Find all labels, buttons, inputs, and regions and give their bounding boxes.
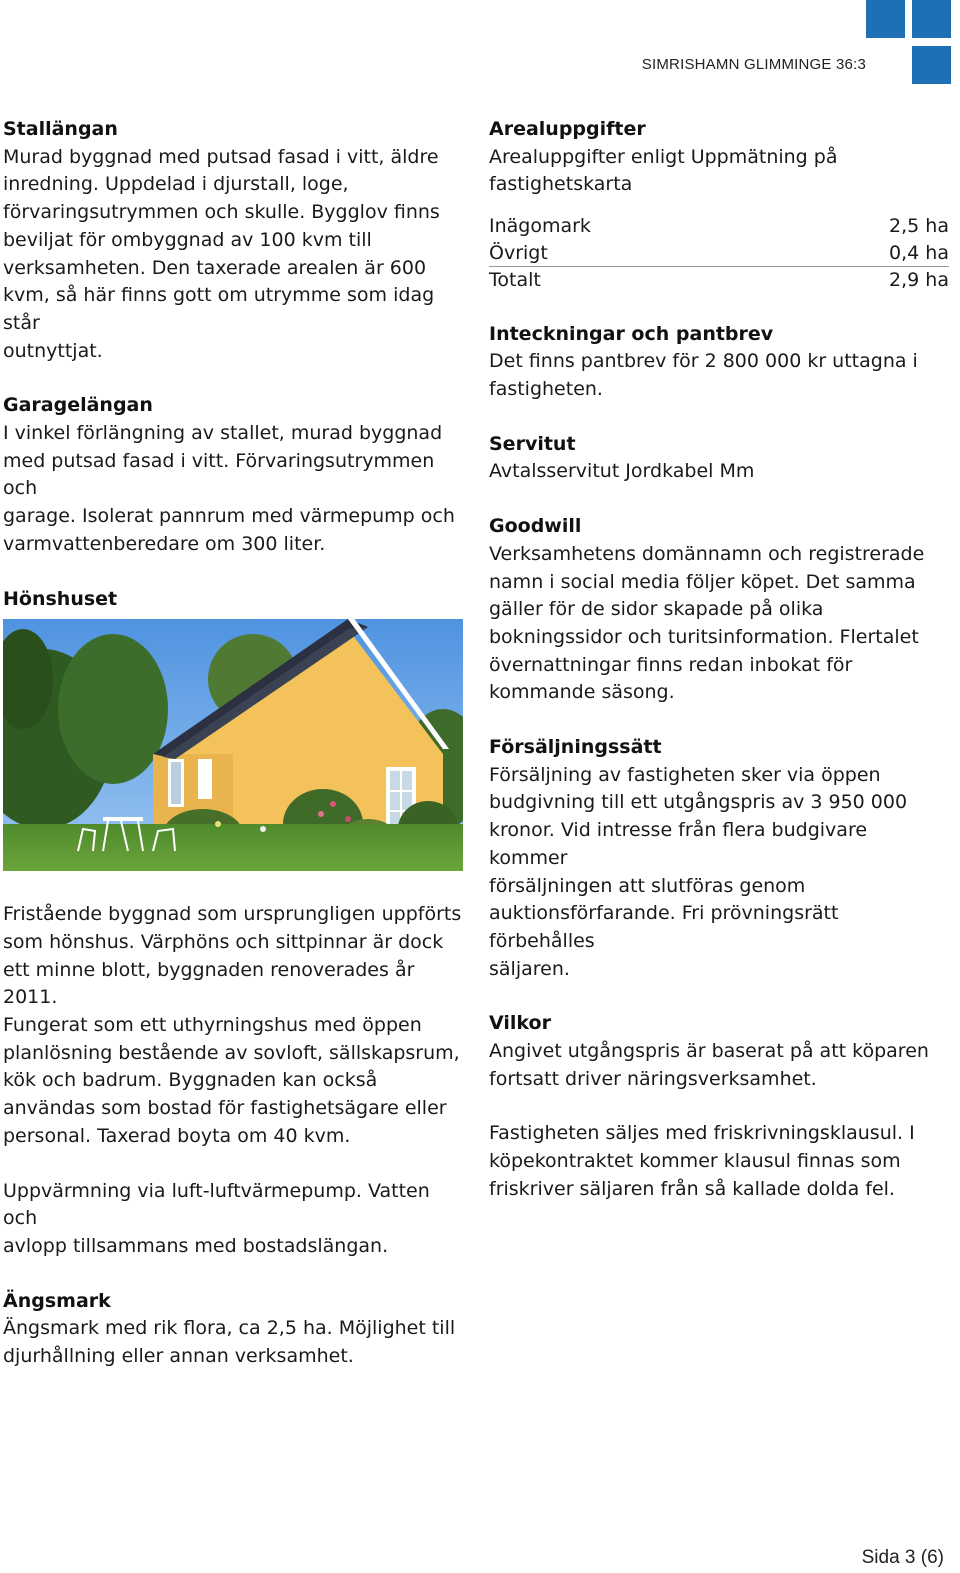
body-line: beviljat för ombyggnad av 100 kvm till	[3, 228, 372, 251]
section-forsaljningssatt	[489, 734, 949, 983]
honshuset-photo	[3, 619, 463, 871]
body-line: varmvattenberedare om 300 liter.	[3, 532, 326, 555]
section-heading: Goodwill	[489, 515, 582, 538]
section-honshuset	[3, 586, 463, 1261]
body-line: avlopp tillsammans med bostadslängan.	[3, 1234, 389, 1257]
body-line: namn i social media följer köpet. Det samma	[489, 570, 916, 593]
page-number: Sida 3 (6)	[861, 1547, 944, 1568]
body-line: försäljningen att slutföras genom	[489, 874, 806, 897]
body-line: Uppvärmning via luft-luftvärmepump. Vatten och	[3, 1179, 430, 1230]
body-line: kronor. Vid intresse från flera budgivare kommer	[489, 819, 868, 869]
area-value: 2,9 ha	[889, 269, 949, 292]
section-heading: Servitut	[489, 432, 576, 455]
section-heading: Stallängan	[3, 118, 118, 140]
section-heading: Inteckningar och pantbrev	[489, 322, 774, 345]
right-column	[489, 116, 949, 1231]
area-row	[489, 240, 949, 268]
area-table	[489, 213, 949, 294]
section-vilkor	[489, 1010, 949, 1203]
body-line: kommande säsong.	[489, 681, 675, 704]
body-line: säljaren.	[489, 957, 570, 980]
section-stallangan	[3, 116, 463, 365]
body-line: Fungerat som ett uthyrningshus med öppen	[3, 1014, 422, 1037]
logo-square-2	[912, 0, 951, 38]
area-row-total	[489, 267, 949, 294]
section-garagelangan	[3, 392, 463, 558]
body-line: I vinkel förlängning av stallet, murad byggnad	[3, 422, 443, 445]
body-line: inredning. Uppdelad i djurstall, loge,	[3, 173, 349, 196]
body-line: outnyttjat.	[3, 339, 103, 362]
area-value: 2,5 ha	[889, 215, 949, 238]
body-line: användas som bostad för fastighetsägare eller	[3, 1097, 447, 1120]
body-line: budgivning till ett utgångspris av 3 950 000	[489, 791, 908, 814]
body-line: Angivet utgångspris är baserat på att köparen	[489, 1040, 929, 1063]
body-line: fastigheten.	[489, 378, 603, 401]
area-row	[489, 213, 949, 240]
section-goodwill	[489, 513, 949, 707]
body-line: Fastigheten säljes med friskrivningsklausul. I	[489, 1122, 915, 1145]
header-property-name: SIMRISHAMN GLIMMINGE 36:3	[641, 56, 866, 73]
area-label: Inägomark	[489, 215, 591, 238]
body-line: djurhållning eller annan verksamhet.	[3, 1345, 354, 1368]
body-line: som hönshus. Värphöns och sittpinnar är dock	[3, 930, 444, 953]
body-line: kvm, så här finns gott om utrymme som idag står	[3, 284, 435, 334]
body-line: auktionsförfarande. Fri prövningsrätt förbehålles	[489, 902, 839, 952]
section-angsmark	[3, 1288, 463, 1371]
logo-square-1	[866, 0, 905, 38]
body-line: fortsatt driver näringsverksamhet.	[489, 1067, 817, 1090]
body-line: ett minne blott, byggnaden renoverades år 2011.	[3, 958, 415, 1009]
section-heading: Arealuppgifter	[489, 118, 646, 140]
body-line: Verksamhetens domännamn och registrerade	[489, 542, 925, 565]
body-line: planlösning bestående av sovloft, sällskapsrum,	[3, 1041, 460, 1064]
section-heading: Ängsmark	[3, 1289, 111, 1312]
area-value: 0,4 ha	[889, 241, 949, 264]
body-line: Ängsmark med rik flora, ca 2,5 ha. Möjlighet till	[3, 1317, 456, 1340]
body-line: Avtalsservitut Jordkabel Mm	[489, 460, 755, 483]
section-heading: Hönshuset	[3, 587, 118, 610]
body-line: övernattningar finns redan inbokat för	[489, 653, 853, 676]
area-label: Övrigt	[489, 241, 548, 264]
body-line: köpekontraktet kommer klausul finnas som	[489, 1150, 901, 1173]
section-heading: Försäljningssätt	[489, 736, 662, 759]
body-line: Fristående byggnad som ursprungligen uppförts	[3, 903, 462, 926]
body-line: friskriver säljaren från så kallade dolda fel.	[489, 1177, 895, 1200]
section-servitut	[489, 431, 949, 486]
body-line: fastighetskarta	[489, 173, 633, 196]
body-line: gäller för de sidor skapade på olika	[489, 598, 824, 621]
body-line: verksamheten. Den taxerade arealen är 600	[3, 256, 427, 279]
section-heading: Garagelängan	[3, 394, 153, 417]
area-label: Totalt	[489, 269, 541, 292]
section-inteckningar	[489, 321, 949, 404]
body-line: bokningssidor och turitsinformation. Flertalet	[489, 625, 919, 648]
body-line: personal. Taxerad boyta om 40 kvm.	[3, 1124, 351, 1147]
body-line: Försäljning av fastigheten sker via öppen	[489, 763, 881, 786]
body-line: Arealuppgifter enligt Uppmätning på	[489, 145, 838, 168]
section-arealuppgifter	[489, 116, 949, 294]
body-line: Det finns pantbrev för 2 800 000 kr uttagna i	[489, 350, 918, 373]
body-line: kök och badrum. Byggnaden kan också	[3, 1069, 378, 1092]
body-line: med putsad fasad i vitt. Förvaringsutrymmen och	[3, 449, 435, 500]
left-column	[3, 116, 463, 1398]
section-heading: Vilkor	[489, 1012, 551, 1035]
body-line: förvaringsutrymmen och skulle. Bygglov finns	[3, 201, 440, 224]
logo-square-3	[912, 46, 951, 84]
body-line: Murad byggnad med putsad fasad i vitt, äldre	[3, 145, 439, 168]
body-line: garage. Isolerat pannrum med värmepump och	[3, 505, 455, 528]
